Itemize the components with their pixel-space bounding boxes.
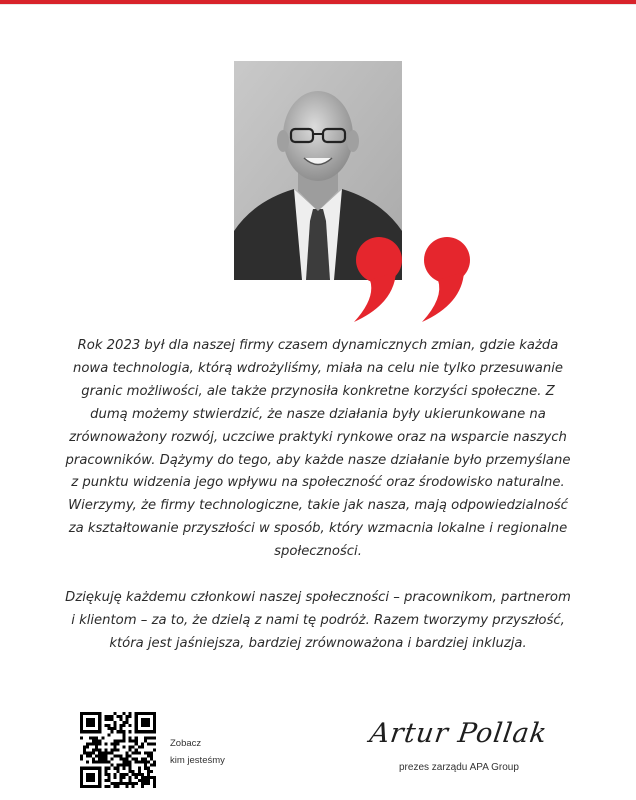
statement-paragraph-1: Rok 2023 był dla naszej firmy czasem dynamicznych zmian, gdzie każda nowa technologia, którą wdrożyliśmy, miała na celu nie tylko przesuwanie granic możliwości, ale także przynosiła konkretne korzyści społeczne. Z dumą możemy stwierdzić, że nasze działania były ukierunkowane na zrównoważony rozwój, uczciwe praktyki rynkowe oraz na wsparcie naszych pracowników. Dążymy do tego, aby każde nasze działanie było przemyślane z punktu widzenia jego wpływu na społeczność oraz środowisko naturalne. Wierzymy, że firmy technologiczne, takie jak nasza, mają odpowiedzialność za kształtowanie przyszłości w sposób, który wzmacnia lokalne i regionalne społeczności.	[65, 338, 571, 560]
ceo-statement	[62, 335, 574, 656]
qr-caption-line-2: kim jesteśmy	[170, 755, 225, 766]
qr-caption	[170, 735, 225, 769]
qr-code[interactable]	[80, 712, 156, 788]
statement-paragraph-2: Dziękuję każdemu członkowi naszej społeczności – pracownikom, partnerom i klientom – za to, że dzielą z nami tę podróż. Razem tworzymy przyszłość, która jest jaśniejsza, bardziej zrównoważona i bardziej inkluzja.	[65, 590, 571, 651]
author-role: prezes zarządu APA Group	[399, 762, 519, 773]
quote-mark-icon	[352, 236, 482, 322]
qr-caption-line-1: Zobacz	[170, 738, 202, 749]
top-divider	[0, 4, 636, 5]
author-signature: Artur Pollak	[367, 718, 550, 749]
